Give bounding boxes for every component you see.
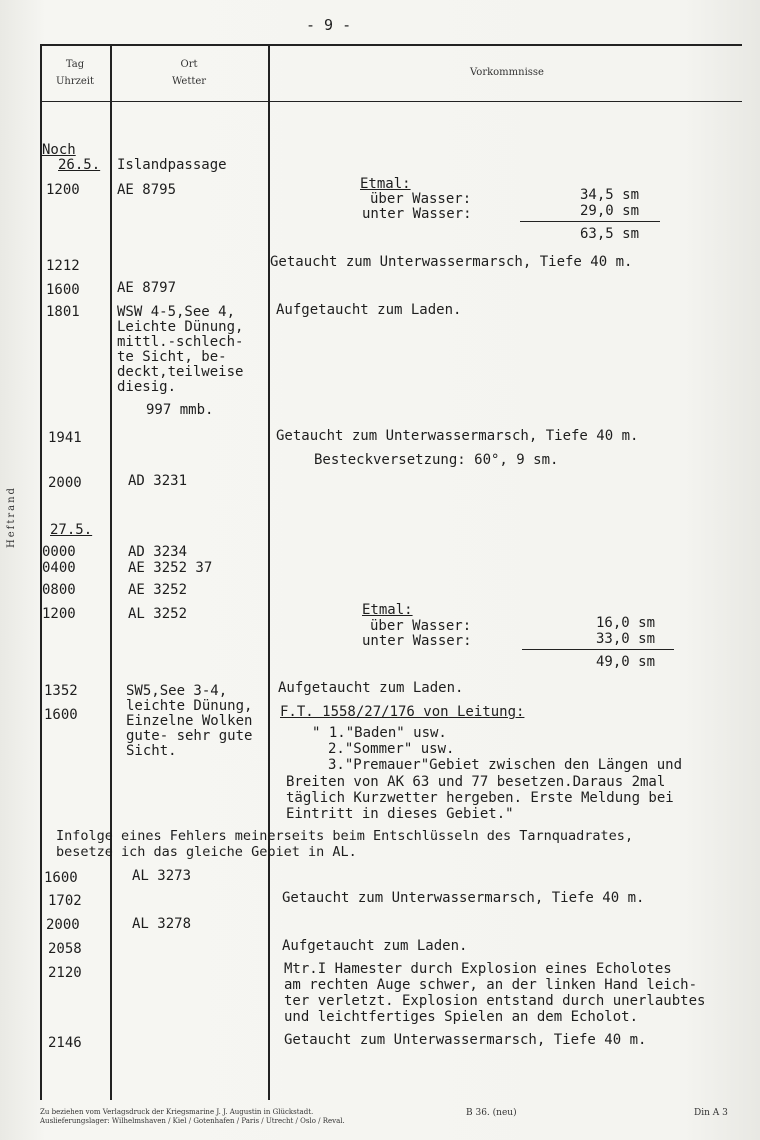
- time-1801: 1801: [46, 304, 80, 320]
- time-1600-a: 1600: [46, 282, 80, 298]
- header-ort: Ort: [180, 59, 198, 70]
- weather-1801-line: mittl.-schlech-: [117, 334, 244, 350]
- unter-label-2: unter Wasser:: [362, 633, 472, 649]
- entry-2120-4: und leichtfertiges Spielen an dem Echolot.: [284, 1009, 639, 1025]
- header-ort-wetter: [112, 56, 266, 90]
- header-vorkommnisse: Vorkommnisse: [470, 67, 544, 78]
- ft-line: F.T. 1558/27/176 von Leitung:: [280, 704, 525, 720]
- weather-1801-line: te Sicht, be-: [117, 349, 227, 365]
- time-1212: 1212: [46, 258, 80, 274]
- time-2058: 2058: [48, 941, 82, 957]
- entry-1702: Getaucht zum Unterwassermarsch, Tiefe 40 m.: [282, 890, 645, 906]
- unter-label-1: unter Wasser:: [362, 206, 472, 222]
- ft-item-2: 2."Sommer" usw.: [328, 741, 455, 757]
- entry-1941: Getaucht zum Unterwassermarsch, Tiefe 40 m.: [276, 428, 639, 444]
- place-islandpassage: Islandpassage: [117, 157, 227, 173]
- margin-label: Heftrand: [6, 486, 17, 548]
- ft-cont-1: Breiten von AK 63 und 77 besetzen.Daraus 2mal: [286, 774, 666, 790]
- uber-label-2: über Wasser:: [370, 618, 472, 634]
- weather-1801-line: diesig.: [117, 379, 177, 395]
- weather-1352-line: leichte Dünung,: [126, 698, 253, 714]
- time-0400: 0400: [42, 560, 76, 576]
- unter-val-2: 33,0 sm: [596, 631, 656, 647]
- pos-ad3231: AD 3231: [128, 473, 188, 489]
- ft-cont-2: täglich Kurzwetter hergeben. Erste Meldung bei: [286, 790, 674, 806]
- time-1352: 1352: [44, 683, 78, 699]
- ft-cont-3: Eintritt in dieses Gebiet.": [286, 806, 514, 822]
- time-1702: 1702: [48, 893, 82, 909]
- weather-1801-line: WSW 4-5,See 4,: [117, 304, 236, 320]
- pos-0000: AD 3234: [128, 544, 188, 560]
- weather-1352-line: Einzelne Wolken: [126, 713, 253, 729]
- footer-left-2: Auslieferungslager: Wilhelmshaven / Kiel / Gotenhafen / Paris / Utrecht / Oslo / Reval.: [40, 1117, 345, 1125]
- weather-1352: [126, 684, 252, 759]
- page-number: - 9 -: [306, 16, 352, 34]
- entry-2058: Aufgetaucht zum Laden.: [282, 938, 468, 954]
- time-2000-b: 2000: [46, 917, 80, 933]
- ft-item-3: 3."Premauer"Gebiet zwischen den Längen und: [328, 757, 683, 773]
- column-rule-1: [110, 44, 112, 1100]
- pos-2000-b: AL 3278: [132, 916, 192, 932]
- time-2146: 2146: [48, 1035, 82, 1051]
- pos-1200: AL 3252: [128, 606, 188, 622]
- date-27-5: 27.5.: [50, 522, 93, 538]
- weather-1801: [117, 305, 243, 395]
- footer-mid: B 36. (neu): [466, 1108, 517, 1118]
- unter-val-1: 29,0 sm: [580, 203, 640, 219]
- pos-ae8795: AE 8795: [117, 182, 177, 198]
- time-1600-b: 1600: [44, 707, 78, 723]
- weather-1801-line: Leichte Dünung,: [117, 319, 244, 335]
- weather-1352-line: gute- sehr gute: [126, 728, 253, 744]
- header-tag-uhrzeit: [42, 56, 108, 90]
- time-1200-a: 1200: [46, 182, 80, 198]
- entry-1352: Aufgetaucht zum Laden.: [278, 680, 464, 696]
- weather-1801-line: deckt,teilweise: [117, 364, 244, 380]
- header-wetter: Wetter: [171, 76, 207, 87]
- header-top-rule: [42, 44, 742, 46]
- entry-1801: Aufgetaucht zum Laden.: [276, 302, 462, 318]
- header-bottom-rule: [42, 101, 742, 102]
- time-0000: 0000: [42, 544, 76, 560]
- time-1200-b: 1200: [42, 606, 76, 622]
- note-line-1: Infolge eines Fehlers meinerseits beim Entschlüsseln des Tarnquadrates,: [56, 828, 634, 844]
- footer-left-1: Zu beziehen vom Verlagsdruck der Kriegsmarine J. J. Augustin in Glückstadt.: [40, 1108, 314, 1116]
- pos-0400: AE 3252 37: [128, 560, 213, 576]
- weather-1352-line: SW5,See 3-4,: [126, 683, 228, 699]
- sum-rule-2: [522, 649, 674, 650]
- entry-2120-3: ter verletzt. Explosion entstand durch unerlaubtes: [284, 993, 706, 1009]
- uber-val-2: 16,0 sm: [596, 615, 656, 631]
- date-noch: Noch: [42, 142, 76, 158]
- entry-2120-1: Mtr.I Hamester durch Explosion eines Echolotes: [284, 961, 672, 977]
- pos-0800: AE 3252: [128, 582, 188, 598]
- uber-label-1: über Wasser:: [370, 191, 472, 207]
- time-2000-a: 2000: [48, 475, 82, 491]
- entry-2146: Getaucht zum Unterwassermarsch, Tiefe 40 m.: [284, 1032, 647, 1048]
- pressure: 997 mmb.: [146, 402, 214, 418]
- total-2: 49,0 sm: [596, 654, 656, 670]
- pos-1600-c: AL 3273: [132, 868, 192, 884]
- etmal-label-2: Etmal:: [362, 602, 413, 618]
- date-26-5: 26.5.: [58, 157, 101, 173]
- entry-1212: Getaucht zum Unterwassermarsch, Tiefe 40 m.: [270, 254, 633, 270]
- total-1: 63,5 sm: [580, 226, 640, 242]
- sum-rule-1: [520, 221, 660, 222]
- entry-2120-2: am rechten Auge schwer, an der linken Hand leich-: [284, 977, 698, 993]
- time-2120: 2120: [48, 965, 82, 981]
- weather-1352-line: Sicht.: [126, 743, 177, 759]
- footer-right: Din A 3: [694, 1108, 728, 1118]
- time-1600-c: 1600: [44, 870, 78, 886]
- entry-1941-besteck: Besteckversetzung: 60°, 9 sm.: [314, 452, 559, 468]
- pos-ae8797: AE 8797: [117, 280, 177, 296]
- column-rule-2: [268, 44, 270, 1100]
- header-uhrzeit: Uhrzeit: [55, 76, 95, 87]
- ft-item-1: " 1."Baden" usw.: [312, 725, 447, 741]
- time-1941: 1941: [48, 430, 82, 446]
- header-tag: Tag: [65, 59, 85, 70]
- etmal-label-1: Etmal:: [360, 176, 411, 192]
- uber-val-1: 34,5 sm: [580, 187, 640, 203]
- note-line-2: besetze ich das gleiche Gebiet in AL.: [56, 844, 357, 860]
- time-0800: 0800: [42, 582, 76, 598]
